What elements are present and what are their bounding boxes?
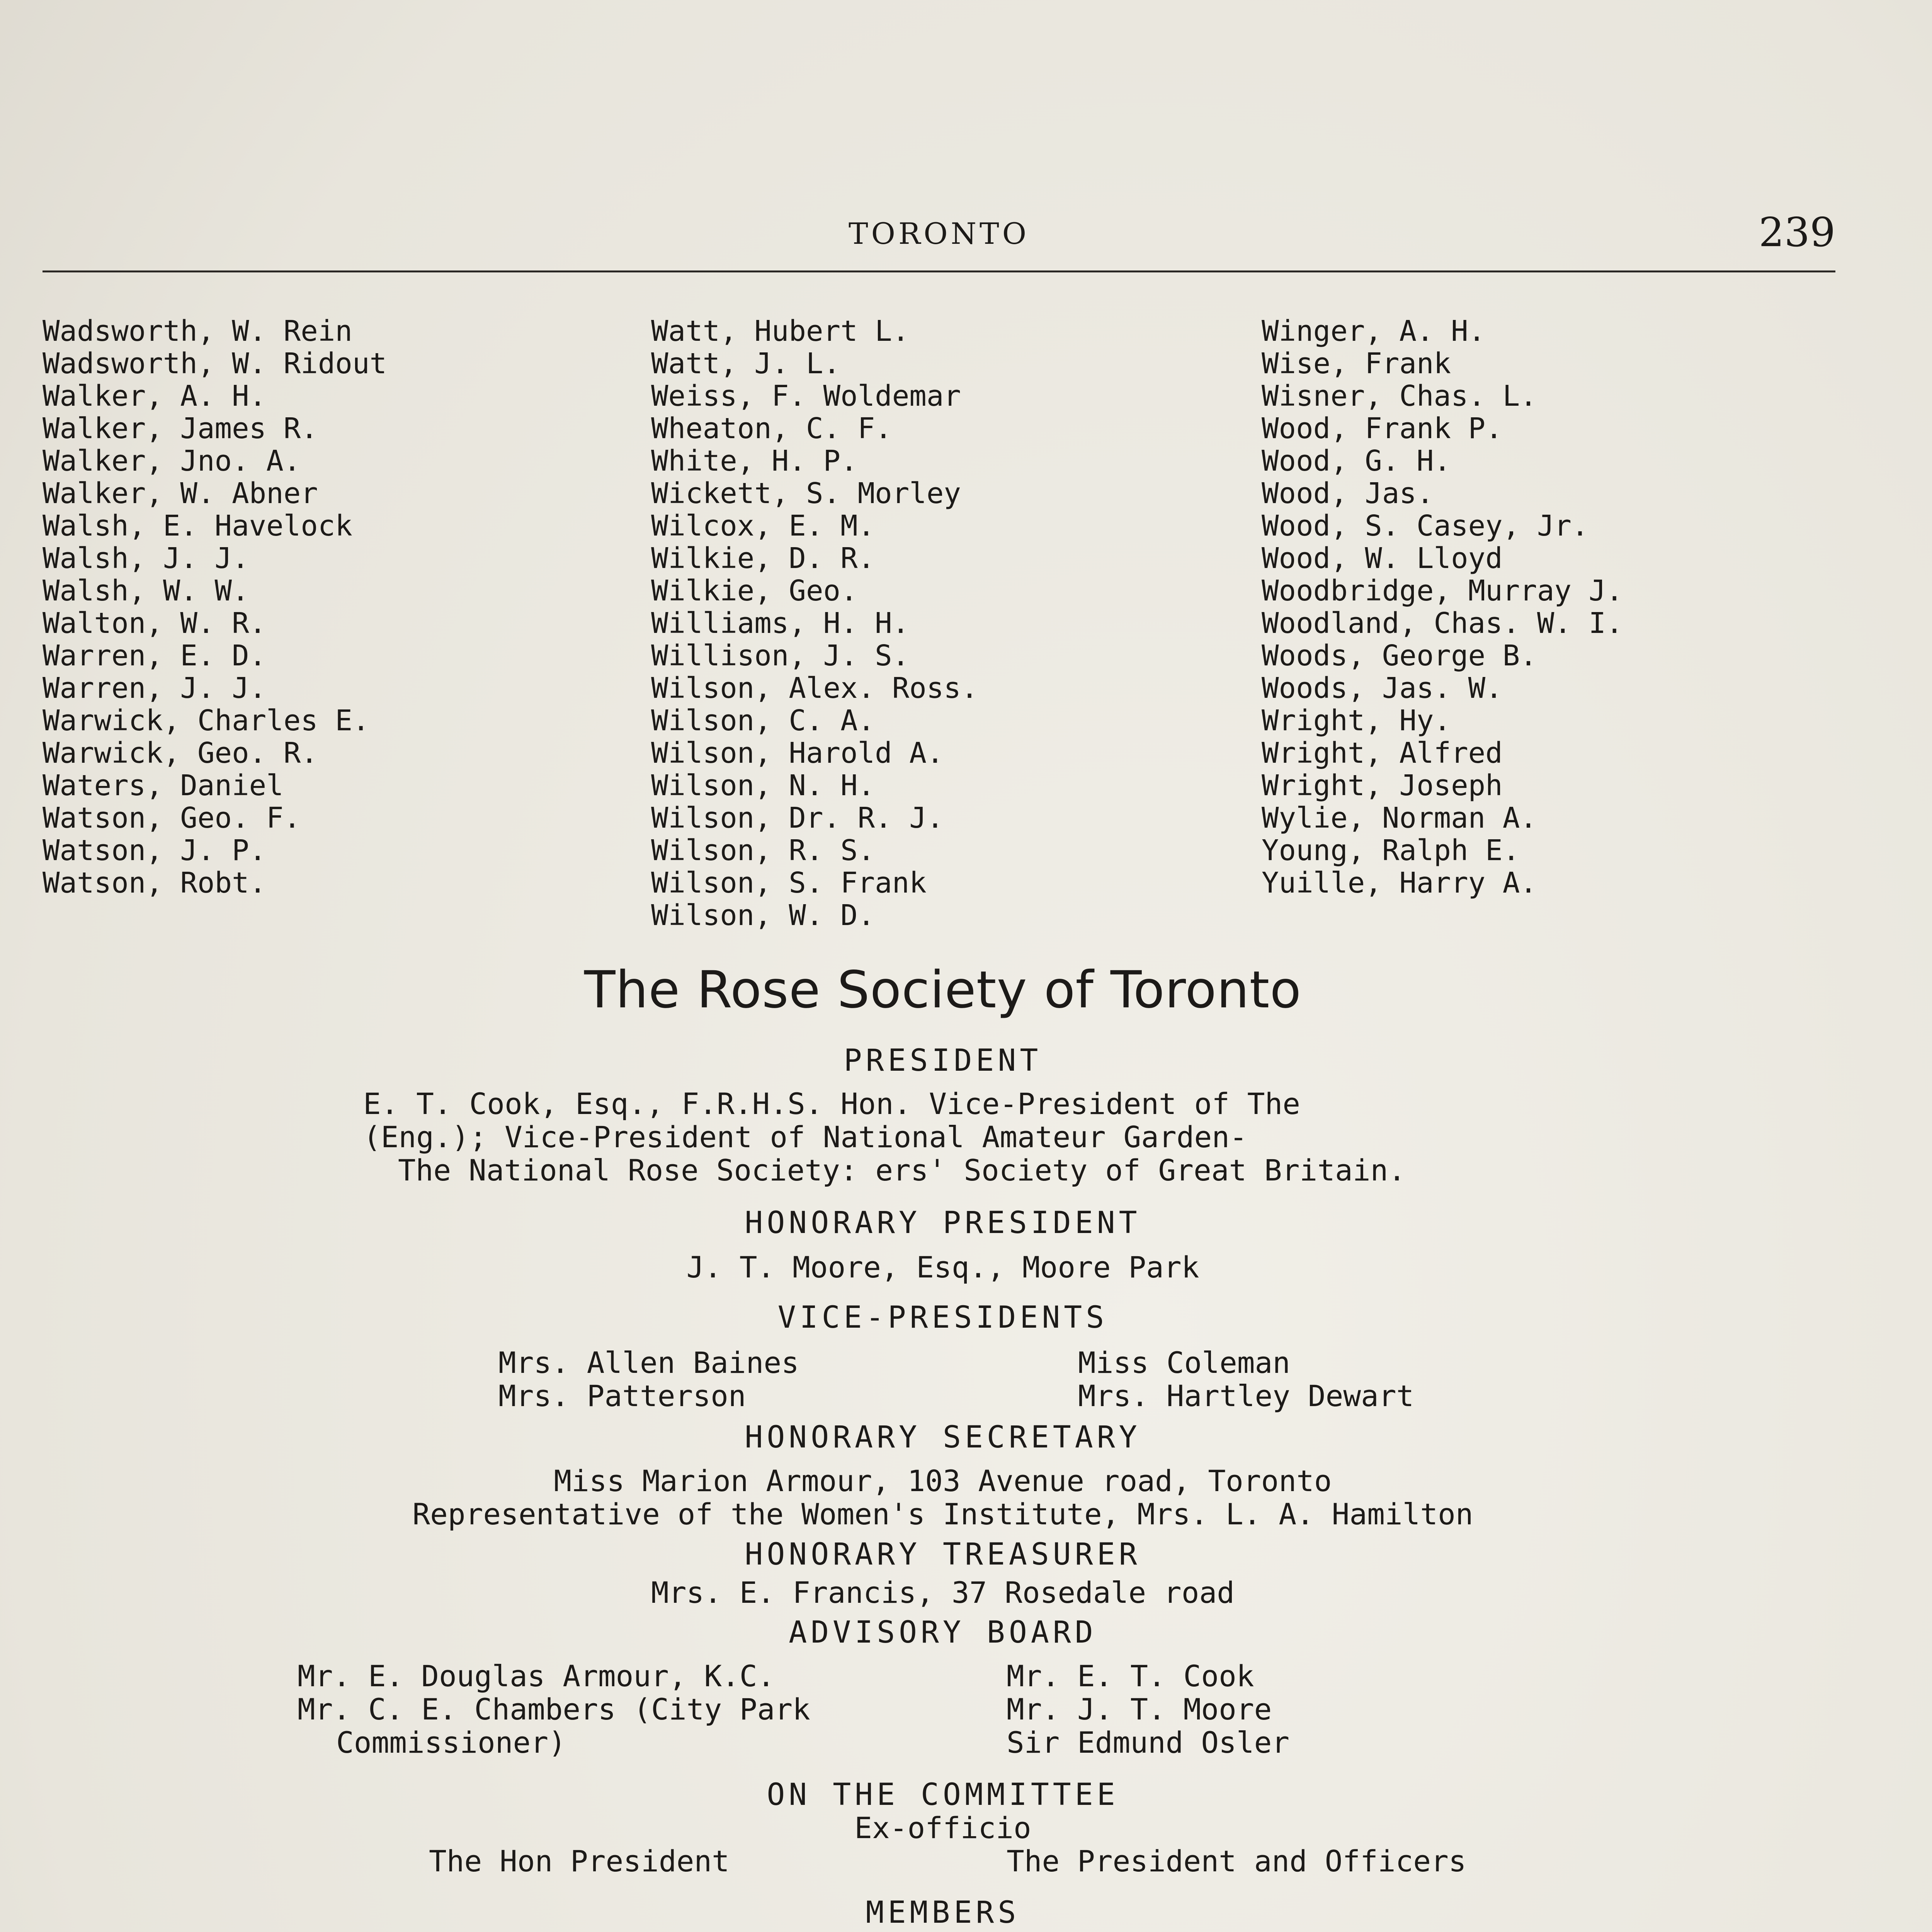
list-item: Wilson, C. A. <box>651 704 875 737</box>
list-item: Walton, W. R. <box>43 607 267 640</box>
list-item: Walker, James R. <box>43 412 318 445</box>
list-item: Waters, Daniel <box>43 769 284 802</box>
list-item: Wood, G. H. <box>1262 444 1451 478</box>
honorary-president-heading: HONORARY PRESIDENT <box>745 1206 1141 1240</box>
list-item: Wilson, N. H. <box>651 769 875 802</box>
list-item: Wilson, Alex. Ross. <box>651 672 978 705</box>
list-item: Yuille, Harry A. <box>1262 866 1537 900</box>
list-item: Wood, Jas. <box>1262 477 1434 510</box>
list-item: Woods, Jas. W. <box>1262 672 1503 705</box>
advisory-right-2: Mr. J. T. Moore <box>1007 1692 1272 1726</box>
list-item: Warren, J. J. <box>43 672 267 705</box>
list-item: Wright, Hy. <box>1262 704 1451 737</box>
vice-president-right-2: Mrs. Hartley Dewart <box>1078 1379 1414 1413</box>
committee-left: The Hon President <box>429 1844 730 1878</box>
name-list-column-2 <box>651 315 978 932</box>
list-item: Wood, W. Lloyd <box>1262 542 1503 575</box>
advisory-left-2: Mr. C. E. Chambers (City Park <box>298 1692 810 1726</box>
list-item: Wheaton, C. F. <box>651 412 892 445</box>
list-item: White, H. P. <box>651 444 858 478</box>
list-item: Wilson, S. Frank <box>651 866 927 900</box>
list-item: Winger, A. H. <box>1262 315 1486 348</box>
list-item: Woods, George B. <box>1262 639 1537 672</box>
committee-subheading: Ex-officio <box>854 1811 1031 1845</box>
honorary-secretary-heading: HONORARY SECRETARY <box>745 1420 1141 1455</box>
president-line-3: The National Rose Society: ers' Society of Great Britain. <box>398 1153 1406 1187</box>
president-heading: PRESIDENT <box>844 1043 1042 1078</box>
honorary-secretary-line-1: Miss Marion Armour, 103 Avenue road, Toronto <box>554 1464 1332 1498</box>
honorary-treasurer-heading: HONORARY TREASURER <box>745 1537 1141 1572</box>
page-header <box>43 209 1835 259</box>
committee-right: The President and Officers <box>1007 1844 1466 1878</box>
list-item: Wilson, W. D. <box>651 899 875 932</box>
honorary-president-text: J. T. Moore, Esq., Moore Park <box>686 1250 1199 1284</box>
vice-president-right-1: Miss Coleman <box>1078 1345 1291 1380</box>
name-list-column-3 <box>1262 315 1623 899</box>
list-item: Willison, J. S. <box>651 639 910 672</box>
list-item: Wadsworth, W. Rein <box>43 315 352 348</box>
list-item: Warwick, Geo. R. <box>43 736 318 770</box>
list-item: Wood, S. Casey, Jr. <box>1262 509 1589 543</box>
list-item: Warwick, Charles E. <box>43 704 370 737</box>
vice-president-left-1: Mrs. Allen Baines <box>498 1345 799 1380</box>
list-item: Wilkie, Geo. <box>651 574 858 607</box>
president-line-1: E. T. Cook, Esq., F.R.H.S. Hon. Vice-President of The <box>363 1087 1301 1121</box>
list-item: Walsh, E. Havelock <box>43 509 352 543</box>
list-item: Watson, J. P. <box>43 834 267 867</box>
list-item: Walsh, W. W. <box>43 574 249 607</box>
honorary-treasurer-text: Mrs. E. Francis, 37 Rosedale road <box>651 1575 1235 1610</box>
committee-heading: ON THE COMMITTEE <box>767 1777 1119 1812</box>
list-item: Wilson, Dr. R. J. <box>651 801 944 835</box>
name-list-column-1 <box>43 315 387 899</box>
advisory-board-heading: ADVISORY BOARD <box>789 1615 1097 1650</box>
list-item: Wood, Frank P. <box>1262 412 1503 445</box>
list-item: Wickett, S. Morley <box>651 477 961 510</box>
honorary-secretary-line-2: Representative of the Women's Institute, Mrs. L. A. Hamilton <box>412 1497 1473 1531</box>
vice-president-left-2: Mrs. Patterson <box>498 1379 746 1413</box>
list-item: Watson, Robt. <box>43 866 267 900</box>
list-item: Williams, H. H. <box>651 607 910 640</box>
list-item: Woodbridge, Murray J. <box>1262 574 1623 607</box>
list-item: Walker, W. Abner <box>43 477 318 510</box>
list-item: Wilcox, E. M. <box>651 509 875 543</box>
page-number: 239 <box>1759 209 1835 256</box>
header-rule <box>43 270 1835 272</box>
list-item: Wilson, R. S. <box>651 834 875 867</box>
list-item: Warren, E. D. <box>43 639 267 672</box>
members-heading: MEMBERS <box>866 1895 1020 1930</box>
list-item: Watt, Hubert L. <box>651 315 910 348</box>
list-item: Woodland, Chas. W. I. <box>1262 607 1623 640</box>
advisory-right-3: Sir Edmund Osler <box>1007 1725 1290 1760</box>
list-item: Walker, A. H. <box>43 379 267 413</box>
advisory-left-1: Mr. E. Douglas Armour, K.C. <box>298 1659 775 1693</box>
list-item: Young, Ralph E. <box>1262 834 1520 867</box>
president-line-2: (Eng.); Vice-President of National Amateur Garden- <box>363 1120 1247 1154</box>
list-item: Wilkie, D. R. <box>651 542 875 575</box>
list-item: Wylie, Norman A. <box>1262 801 1537 835</box>
vice-presidents-heading: VICE-PRESIDENTS <box>777 1300 1108 1335</box>
advisory-right-1: Mr. E. T. Cook <box>1007 1659 1254 1693</box>
list-item: Walker, Jno. A. <box>43 444 301 478</box>
list-item: Walsh, J. J. <box>43 542 249 575</box>
advisory-left-3: Commissioner) <box>336 1725 566 1760</box>
list-item: Watt, J. L. <box>651 347 841 380</box>
running-head: TORONTO <box>848 216 1030 251</box>
section-title: The Rose Society of Toronto <box>584 960 1302 1020</box>
list-item: Wilson, Harold A. <box>651 736 944 770</box>
list-item: Wright, Alfred <box>1262 736 1503 770</box>
list-item: Wise, Frank <box>1262 347 1451 380</box>
list-item: Wadsworth, W. Ridout <box>43 347 387 380</box>
list-item: Wisner, Chas. L. <box>1262 379 1537 413</box>
list-item: Watson, Geo. F. <box>43 801 301 835</box>
list-item: Wright, Joseph <box>1262 769 1503 802</box>
list-item: Weiss, F. Woldemar <box>651 379 961 413</box>
